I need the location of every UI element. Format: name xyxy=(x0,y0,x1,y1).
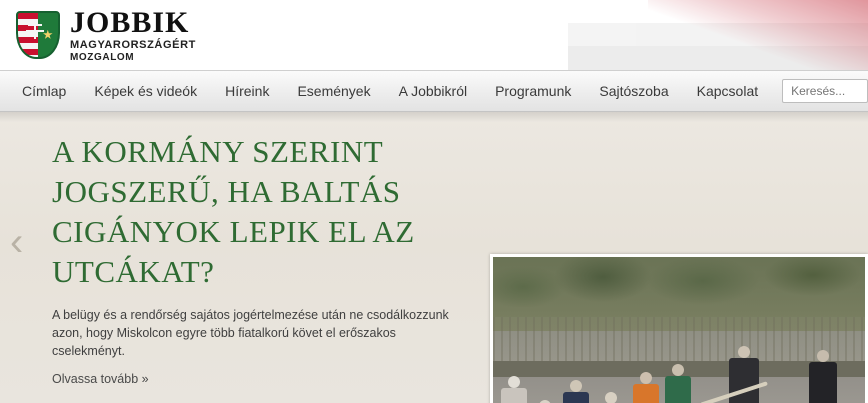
photo-figure-head xyxy=(738,346,750,358)
photo-figure xyxy=(809,362,837,403)
read-more-link[interactable]: Olvassa tovább » xyxy=(52,372,149,386)
logo-subtitle-1: MAGYARORSZÁGÉRT xyxy=(70,38,196,51)
crest-shield-shape xyxy=(16,11,60,59)
nav-item-esemenyek[interactable]: Események xyxy=(297,83,371,99)
site-logo[interactable] xyxy=(10,6,196,64)
homepage-slider-area xyxy=(0,112,868,403)
logo-subtitle-2: MOZGALOM xyxy=(70,51,135,63)
photo-figure-head xyxy=(672,364,684,376)
photo-fence xyxy=(493,317,865,363)
featured-slider xyxy=(0,112,868,403)
photo-figure-head xyxy=(605,392,617,403)
photo-figure xyxy=(501,388,527,403)
hungarian-coat-of-arms-icon xyxy=(10,7,62,63)
double-cross-icon xyxy=(34,19,36,39)
nav-item-a-jobbikrol[interactable]: A Jobbikról xyxy=(398,83,468,99)
nav-item-programunk[interactable]: Programunk xyxy=(495,83,572,99)
nav-item-hireink[interactable]: Híreink xyxy=(225,83,270,99)
photo-figure xyxy=(563,392,589,403)
photo-figure-head xyxy=(817,350,829,362)
slide-text-block xyxy=(52,132,472,388)
photo-figure-head xyxy=(508,376,520,388)
photo-figure xyxy=(665,376,691,403)
logo-title: JOBBIK xyxy=(70,5,190,39)
search-box[interactable] xyxy=(782,79,868,103)
main-navigation xyxy=(0,70,868,112)
slide-headline[interactable]: A KORMÁNY SZERINT JOGSZERŰ, HA BALTÁS CIGÁNYOK LEPIK EL AZ UTCÁKAT? xyxy=(52,134,415,289)
photo-figure xyxy=(633,384,659,403)
slide-photo[interactable] xyxy=(490,254,868,403)
hungarian-flag-icon xyxy=(568,0,868,70)
nav-item-kepek-es-videok[interactable]: Képek és videók xyxy=(94,83,198,99)
search-input[interactable] xyxy=(789,83,861,99)
logo-text-block xyxy=(70,5,196,63)
nav-item-sajtoszoba[interactable]: Sajtószoba xyxy=(599,83,669,99)
chevron-left-icon[interactable]: ‹ xyxy=(10,220,24,264)
photo-canvas xyxy=(493,257,865,403)
slide-lead-text: A belügy és a rendőrség sajátos jogértelmezése után ne csodálkozzunk azon, hogy Miskolcon egyre több fiatalkorú követ el erőszakos cselekményt. xyxy=(52,308,449,358)
photo-figure-head xyxy=(640,372,652,384)
site-header xyxy=(0,0,868,70)
photo-figure-head xyxy=(570,380,582,392)
nav-item-cimlap[interactable]: Címlap xyxy=(22,83,67,99)
nav-item-kapcsolat[interactable]: Kapcsolat xyxy=(696,83,759,99)
flag-red-stripe xyxy=(648,0,868,70)
